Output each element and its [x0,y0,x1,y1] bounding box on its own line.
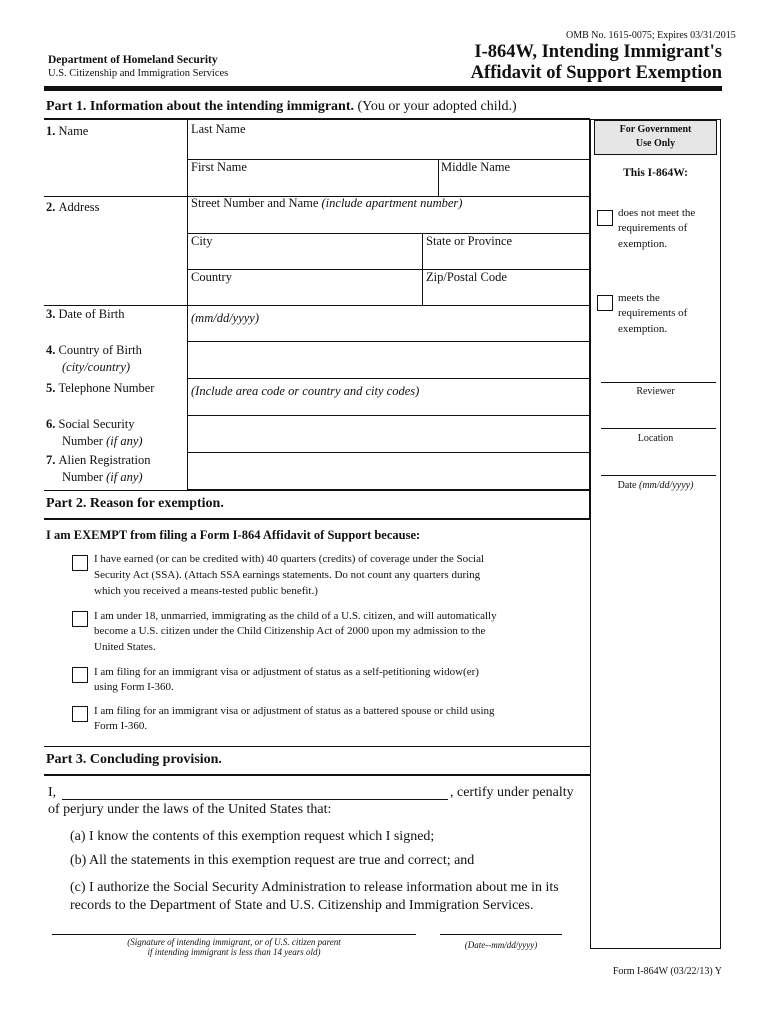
certify-text: , certify under penalty [450,785,574,800]
form-title-line2: Affidavit of Support Exemption [470,63,722,83]
exempt-statement: I am EXEMPT from filing a Form I-864 Affidavit of Support because: [46,528,421,542]
certifier-name-line[interactable] [62,799,448,800]
q4-label: 4. Country of Birth [46,343,142,357]
q6-label-line2: Number (if any) [62,434,143,448]
location-line[interactable] [601,428,716,429]
reason-4-checkbox[interactable] [72,706,88,722]
subagency-name: U.S. Citizenship and Immigration Services [48,68,229,79]
reason-1-line1: I have earned (or can be credited with) 40 quarters (credits) of coverage under the Social [94,553,485,565]
q2-label: 2. Address [46,200,100,214]
q1-label: 1. Name [46,124,89,138]
q7-label: 7. Alien Registration [46,453,151,467]
i-prefix: I, [48,785,57,800]
first-name-label: First Name [191,160,247,174]
part2-rule [44,518,590,520]
meets-checkbox[interactable] [597,295,613,311]
reason-4-line2: Form I-360. [94,720,148,732]
reason-2-line3: United States. [94,641,156,653]
provision-b: (b) All the statements in this exemption request are true and correct; and [70,853,475,868]
reason-3-checkbox[interactable] [72,667,88,683]
reason-2-line2: become a U.S. citizen under the Child Citizenship Act of 2000 upon my admission to the [94,625,486,637]
reviewer-label: Reviewer [636,386,675,397]
q6-label: 6. Social Security [46,417,135,431]
street-label: Street Number and Name (include apartment number) [191,196,463,210]
dob-hint: (mm/dd/yyyy) [191,311,260,325]
alien-number-field[interactable] [188,453,589,489]
meets-line1: meets the [618,292,660,304]
reviewer-line[interactable] [601,382,716,383]
city-field[interactable] [188,234,422,269]
header-rule [44,86,722,91]
reason-2-line1: I am under 18, unmarried, immigrating as the child of a U.S. citizen, and will automatically [94,610,497,622]
does-not-meet-line3: exemption. [618,238,668,250]
perjury-text: of perjury under the laws of the United States that: [48,802,332,817]
last-name-field[interactable] [188,120,589,159]
ssn-field[interactable] [188,416,589,452]
zip-label: Zip/Postal Code [426,270,507,284]
this-form-label: This I-864W: [623,167,688,179]
middle-name-label: Middle Name [441,160,511,174]
q4-hint: (city/country) [62,360,131,374]
does-not-meet-line1: does not meet the [618,207,696,219]
last-name-label: Last Name [191,122,246,136]
signature-date-caption: (Date--mm/dd/yyyy) [464,940,538,950]
reason-2-checkbox[interactable] [72,611,88,627]
gov-head-line2: Use Only [635,138,676,149]
signature-caption-line2: if intending immigrant is less than 14 years old) [147,947,321,957]
form-id: Form I-864W (03/22/13) Y [612,966,722,977]
provision-a: (a) I know the contents of this exemption request which I signed; [70,829,435,844]
gov-head-line1: For Government [619,124,692,135]
reason-3-line1: I am filing for an immigrant visa or adjustment of status as a self-petitioning widow(er) [94,666,479,678]
agency-name: Department of Homeland Security [48,54,218,66]
q5-label: 5. Telephone Number [46,381,155,395]
meets-line3: exemption. [618,323,668,335]
location-label: Location [637,433,674,444]
provision-c-line1: (c) I authorize the Social Security Administration to release information about me in its [70,880,559,895]
date-line[interactable] [601,475,716,476]
signature-line[interactable] [52,934,416,935]
omb-number: OMB No. 1615-0075; Expires 03/31/2015 [566,30,736,41]
signature-caption-line1: (Signature of intending immigrant, or of U.S. citizen parent [127,937,341,947]
form-title-line1: I-864W, Intending Immigrant's [474,42,722,62]
part3-rule [44,774,590,776]
state-label: State or Province [426,234,513,248]
city-label: City [191,234,213,248]
part1-heading: Part 1. Information about the intending immigrant. (You or your adopted child.) [46,99,517,114]
country-label: Country [191,270,232,284]
meets-line2: requirements of [618,307,688,319]
phone-hint: (Include area code or country and city codes) [191,384,420,398]
provision-c-line2: records to the Department of State and U.S. Citizenship and Immigration Services. [70,898,534,913]
reason-1-checkbox[interactable] [72,555,88,571]
does-not-meet-checkbox[interactable] [597,210,613,226]
reason-4-line1: I am filing for an immigrant visa or adjustment of status as a battered spouse or child using [94,705,495,717]
gov-date-label: Date (mm/dd/yyyy) [617,480,694,491]
q3-label: 3. Date of Birth [46,307,125,321]
part2-heading: Part 2. Reason for exemption. [46,496,224,511]
country-of-birth-field[interactable] [188,342,589,378]
does-not-meet-line2: requirements of [618,222,688,234]
reason-1-line3: which you received a means-tested public benefit.) [94,585,318,597]
reason-1-line2: Security Act (SSA). (Attach SSA earnings statements. Do not count any quarters during [94,569,481,581]
signature-date-line[interactable] [440,934,562,935]
q7-label-line2: Number (if any) [62,470,143,484]
reason-3-line2: using Form I-360. [94,681,174,693]
part3-heading: Part 3. Concluding provision. [46,752,222,767]
